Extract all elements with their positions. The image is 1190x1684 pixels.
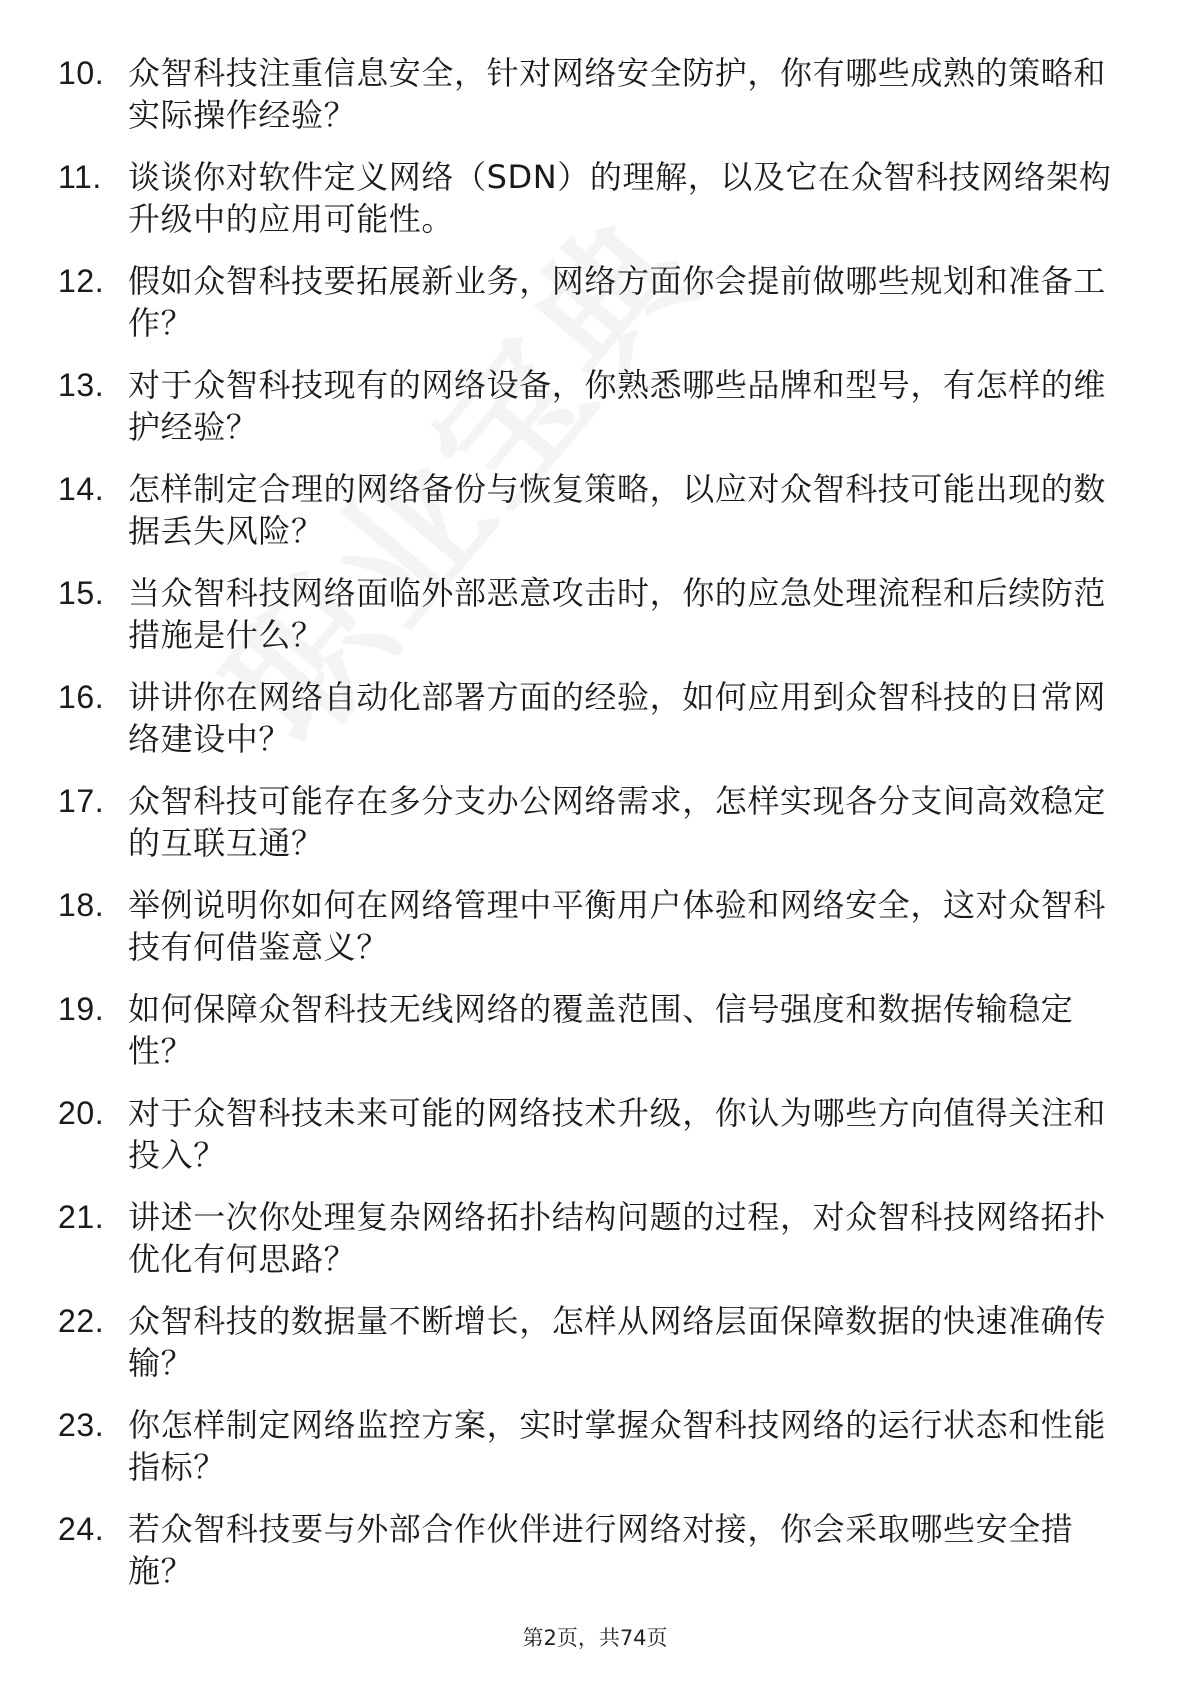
question-text: 对于众智科技未来可能的网络技术升级，你认为哪些方向值得关注和投入？	[128, 1094, 1107, 1174]
question-number: 10.	[58, 55, 105, 91]
list-item	[58, 364, 1118, 448]
list-item	[58, 1404, 1118, 1488]
page-footer: 第2页，共74页	[522, 1626, 668, 1650]
question-text: 举例说明你如何在网络管理中平衡用户体验和网络安全，这对众智科技有何借鉴意义？	[128, 886, 1107, 966]
question-number: 21.	[58, 1199, 105, 1235]
list-item	[58, 260, 1118, 344]
question-text: 怎样制定合理的网络备份与恢复策略，以应对众智科技可能出现的数据丢失风险？	[128, 470, 1107, 550]
list-item	[58, 1300, 1118, 1384]
question-text: 谈谈你对软件定义网络（SDN）的理解，以及它在众智科技网络架构升级中的应用可能性。	[128, 158, 1112, 238]
question-number: 19.	[58, 991, 105, 1027]
question-text: 讲讲你在网络自动化部署方面的经验，如何应用到众智科技的日常网络建设中？	[128, 678, 1107, 758]
question-number: 11.	[58, 159, 102, 195]
question-text: 讲述一次你处理复杂网络拓扑结构问题的过程，对众智科技网络拓扑优化有何思路？	[128, 1198, 1107, 1278]
list-item	[58, 988, 1118, 1072]
question-number: 14.	[58, 471, 105, 507]
list-item	[58, 52, 1118, 136]
list-item	[58, 1508, 1118, 1592]
list-item	[58, 468, 1118, 552]
question-text: 众智科技可能存在多分支办公网络需求，怎样实现各分支间高效稳定的互联互通？	[128, 782, 1107, 862]
question-text: 如何保障众智科技无线网络的覆盖范围、信号强度和数据传输稳定性？	[128, 990, 1074, 1070]
question-list	[58, 52, 1118, 1612]
list-item	[58, 156, 1118, 240]
question-text: 对于众智科技现有的网络设备，你熟悉哪些品牌和型号，有怎样的维护经验？	[128, 366, 1107, 446]
question-number: 16.	[58, 679, 105, 715]
question-text: 众智科技注重信息安全，针对网络安全防护，你有哪些成熟的策略和实际操作经验？	[128, 54, 1107, 134]
list-item	[58, 572, 1118, 656]
list-item	[58, 676, 1118, 760]
question-number: 18.	[58, 887, 105, 923]
question-number: 17.	[58, 783, 105, 819]
question-text: 众智科技的数据量不断增长，怎样从网络层面保障数据的快速准确传输？	[128, 1302, 1107, 1382]
question-number: 23.	[58, 1407, 105, 1443]
question-number: 20.	[58, 1095, 105, 1131]
question-number: 12.	[58, 263, 105, 299]
list-item	[58, 780, 1118, 864]
list-item	[58, 1092, 1118, 1176]
question-text: 你怎样制定网络监控方案，实时掌握众智科技网络的运行状态和性能指标？	[128, 1406, 1107, 1486]
question-number: 24.	[58, 1511, 105, 1547]
list-item	[58, 1196, 1118, 1280]
question-text: 假如众智科技要拓展新业务，网络方面你会提前做哪些规划和准备工作？	[128, 262, 1107, 342]
question-text: 若众智科技要与外部合作伙伴进行网络对接，你会采取哪些安全措施？	[128, 1510, 1074, 1590]
list-item	[58, 884, 1118, 968]
question-text: 当众智科技网络面临外部恶意攻击时，你的应急处理流程和后续防范措施是什么？	[128, 574, 1107, 654]
question-number: 22.	[58, 1303, 105, 1339]
question-number: 13.	[58, 367, 105, 403]
question-number: 15.	[58, 575, 105, 611]
